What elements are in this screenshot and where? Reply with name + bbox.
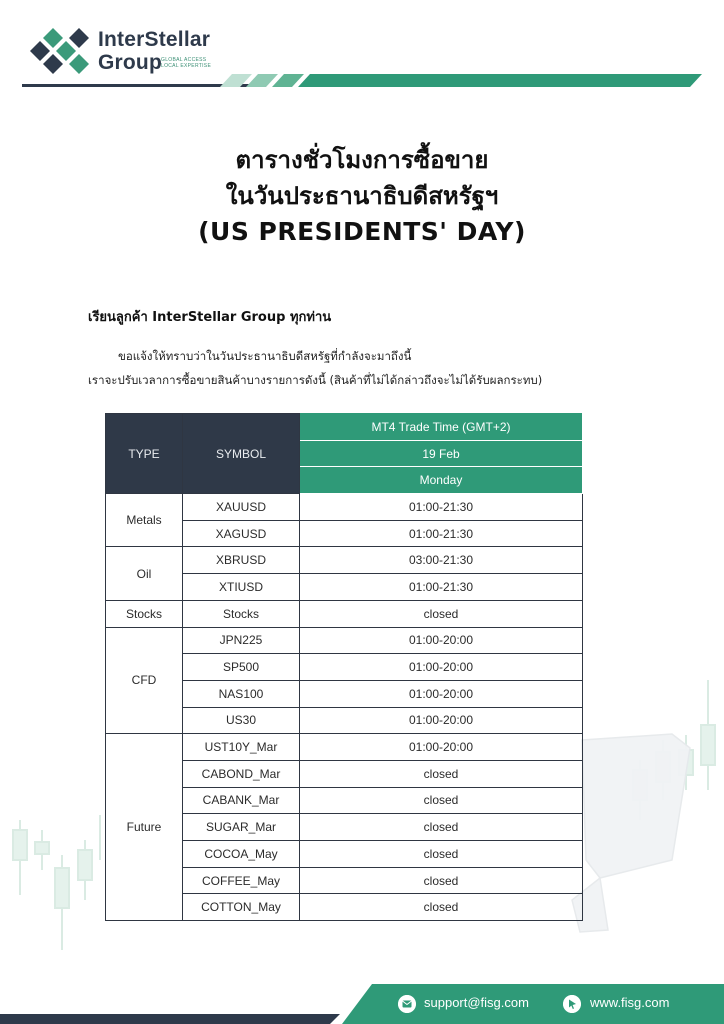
brand-logo xyxy=(26,28,226,74)
logo-mark-icon xyxy=(26,28,92,74)
cursor-icon xyxy=(563,995,581,1013)
brand-tagline-line1: GLOBAL ACCESS xyxy=(161,57,207,63)
symbol-cell: NAS100 xyxy=(183,680,300,707)
symbol-cell: COTTON_May xyxy=(183,894,300,921)
header-day: Monday xyxy=(300,467,583,494)
symbol-cell: UST10Y_Mar xyxy=(183,734,300,761)
brand-tagline xyxy=(161,57,211,69)
type-cell: Future xyxy=(106,734,183,921)
table-row xyxy=(106,627,583,654)
trade-time-cell: 01:00-20:00 xyxy=(300,680,583,707)
header-type: TYPE xyxy=(106,414,183,494)
table-row xyxy=(106,734,583,761)
trade-time-cell: closed xyxy=(300,600,583,627)
trading-hours-table xyxy=(105,413,583,921)
header-symbol: SYMBOL xyxy=(183,414,300,494)
trade-time-cell: closed xyxy=(300,841,583,868)
table-row xyxy=(106,600,583,627)
type-cell: Oil xyxy=(106,547,183,600)
trade-time-cell: 01:00-20:00 xyxy=(300,627,583,654)
notice-paragraph-2: เราจะปรับเวลาการซื้อขายสินค้าบางรายการดังนี้ (สินค้าที่ไม่ได้กล่าวถึงจะไม่ได้รับผลกระทบ) xyxy=(88,373,543,387)
title-line3: (US PRESIDENTS' DAY) xyxy=(198,217,526,246)
symbol-cell: SP500 xyxy=(183,654,300,681)
trade-time-cell: 01:00-20:00 xyxy=(300,707,583,734)
symbol-cell: COFFEE_May xyxy=(183,867,300,894)
trade-time-cell: 01:00-20:00 xyxy=(300,734,583,761)
symbol-cell: COCOA_May xyxy=(183,841,300,868)
page-title xyxy=(0,142,724,250)
trade-time-cell: closed xyxy=(300,867,583,894)
symbol-cell: Stocks xyxy=(183,600,300,627)
brand-name-line1: InterStellar xyxy=(98,28,211,51)
brand-name-line2: Group xyxy=(98,51,162,74)
symbol-cell: XAUUSD xyxy=(183,494,300,521)
title-line2: ในวันประธานาธิบดีสหรัฐฯ xyxy=(225,182,499,210)
type-cell: Metals xyxy=(106,494,183,547)
footer-website[interactable]: www.fisg.com xyxy=(590,995,670,1010)
type-cell: CFD xyxy=(106,627,183,734)
symbol-cell: CABOND_Mar xyxy=(183,760,300,787)
email-icon xyxy=(398,995,416,1013)
header-trade-time: MT4 Trade Time (GMT+2) xyxy=(300,414,583,441)
type-cell: Stocks xyxy=(106,600,183,627)
trade-time-cell: 01:00-21:30 xyxy=(300,520,583,547)
symbol-cell: XAGUSD xyxy=(183,520,300,547)
table-row xyxy=(106,494,583,521)
trade-time-cell: closed xyxy=(300,760,583,787)
notice-paragraph-1: ขอแจ้งให้ทราบว่าในวันประธานาธิบดีสหรัฐที่กำลังจะมาถึงนี้ xyxy=(118,349,412,363)
greeting-text: เรียนลูกค้า InterStellar Group ทุกท่าน xyxy=(88,310,332,325)
symbol-cell: US30 xyxy=(183,707,300,734)
trade-time-cell: 01:00-21:30 xyxy=(300,574,583,601)
trade-time-cell: 01:00-21:30 xyxy=(300,494,583,521)
trade-time-cell: closed xyxy=(300,894,583,921)
symbol-cell: XBRUSD xyxy=(183,547,300,574)
table-header-row xyxy=(106,414,583,441)
symbol-cell: JPN225 xyxy=(183,627,300,654)
symbol-cell: XTIUSD xyxy=(183,574,300,601)
header-stripe-bar xyxy=(0,72,724,90)
table-row xyxy=(106,547,583,574)
brand-tagline-line2: LOCAL EXPERTISE xyxy=(161,63,212,69)
footer-email[interactable]: support@fisg.com xyxy=(424,995,529,1010)
title-line1: ตารางชั่วโมงการซื้อขาย xyxy=(235,146,489,174)
trade-time-cell: closed xyxy=(300,814,583,841)
header-date: 19 Feb xyxy=(300,440,583,467)
symbol-cell: SUGAR_Mar xyxy=(183,814,300,841)
trade-time-cell: closed xyxy=(300,787,583,814)
trade-time-cell: 01:00-20:00 xyxy=(300,654,583,681)
symbol-cell: CABANK_Mar xyxy=(183,787,300,814)
trade-time-cell: 03:00-21:30 xyxy=(300,547,583,574)
